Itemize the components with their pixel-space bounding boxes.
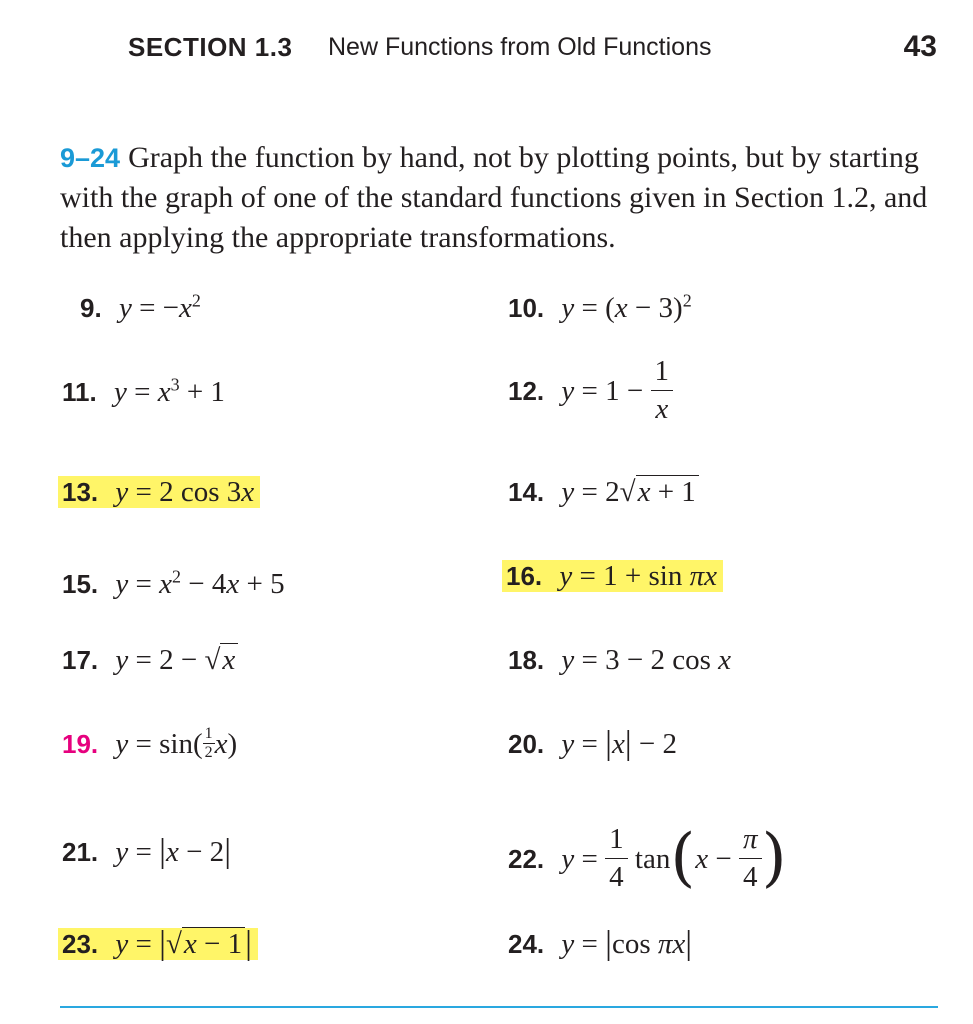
highlight (502, 560, 723, 592)
problem-number: 13. (62, 477, 99, 507)
problem-expression: y = 3 − 2 cos x (561, 644, 732, 676)
problem-13 (58, 468, 260, 516)
exercise-range: 9–24 (60, 143, 121, 173)
problem-number: 15. (62, 568, 99, 599)
section-title: New Functions from Old Functions (328, 33, 712, 61)
problem-19 (62, 720, 237, 768)
problem-number: 11. (62, 376, 97, 407)
problem-14 (508, 468, 699, 516)
problem-expression: y = |√x − 1| (115, 925, 252, 963)
problem-expression: $y = -x^2$ (118, 290, 201, 324)
problem-expression: y = 2 cos 3x (115, 476, 255, 508)
problem-number: 20. (508, 729, 545, 759)
problem-18 (508, 636, 731, 684)
page-number: 43 (903, 30, 937, 63)
page-header (0, 30, 973, 70)
problem-10 (508, 276, 692, 324)
problem-number: 16. (506, 561, 543, 591)
problem-number: 24. (508, 929, 545, 959)
problem-expression: $y = (x - 3)^2$ (561, 290, 692, 324)
problem-number: 21. (62, 837, 99, 867)
problem-24 (508, 920, 692, 968)
problem-number: 12. (508, 376, 545, 407)
problem-number: 22. (508, 844, 545, 875)
problem-expression: y = |x| − 2 (561, 725, 677, 763)
problem-9 (80, 276, 201, 324)
problem-expression: y = 1 + sin πx (559, 560, 717, 592)
problem-expression: $y = x^2 - 4x + 5$ (115, 566, 285, 600)
problem-number: 23. (62, 929, 99, 959)
problem-16 (502, 552, 723, 600)
problem-number: 10. (508, 292, 545, 323)
problem-expression: y = sin( $\frac{1}{2}$ x) (115, 724, 238, 761)
problem-20 (508, 720, 677, 768)
problem-expression: y = 1 − $\frac{1}{x}$ (561, 375, 673, 407)
problem-22 (508, 820, 787, 895)
problem-17 (62, 636, 238, 684)
section-label: SECTION 1.3 (128, 32, 293, 62)
problem-number: 19. (62, 729, 99, 759)
problem-23 (58, 920, 258, 968)
highlight (58, 476, 260, 508)
problem-number: 18. (508, 645, 545, 675)
problem-expression: y = 2√x + 1 (561, 475, 698, 508)
problem-15 (62, 552, 285, 600)
problem-11 (62, 360, 225, 408)
problem-expression: y = |x − 2| (115, 833, 231, 871)
footer-rule (60, 1006, 938, 1008)
problem-expression: y = |cos πx| (561, 925, 693, 963)
problem-21 (62, 828, 231, 876)
instructions-text: Graph the function by hand, not by plotting points, but by starting with the graph of one of the standard functions given in Section 1.2, and then applying the appropriate transformations. (60, 141, 928, 254)
problem-expression: $y = x^3 + 1$ (113, 374, 225, 408)
problem-expression: y = $\frac{1}{4}$ tan(x − $\frac{\pi}{4}$ ) (561, 820, 787, 895)
problem-12 (508, 355, 673, 425)
exercise-instructions (60, 138, 940, 258)
problem-expression: y = 2 − √x (115, 643, 238, 676)
problem-number: 9. (80, 292, 102, 323)
problem-number: 17. (62, 645, 99, 675)
problem-number: 14. (508, 477, 545, 507)
highlight (58, 925, 258, 963)
